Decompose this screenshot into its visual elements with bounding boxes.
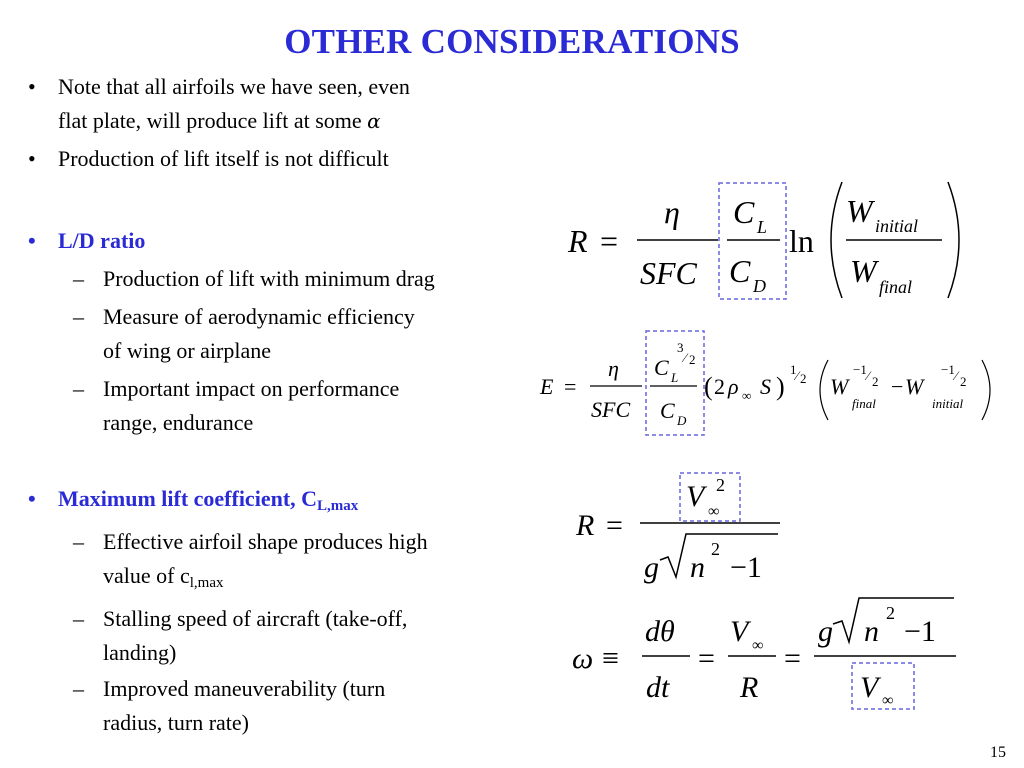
- ld-item-min-drag: – Production of lift with minimum drag: [73, 266, 435, 291]
- svg-text:=: =: [600, 223, 619, 259]
- svg-text:g: g: [818, 615, 833, 648]
- svg-text:C: C: [733, 194, 755, 230]
- svg-text:=: =: [698, 642, 715, 675]
- range-equation: [567, 182, 959, 299]
- svg-text:W: W: [830, 374, 849, 399]
- svg-text:3: 3: [677, 340, 684, 355]
- svg-text:⁄: ⁄: [796, 368, 799, 383]
- svg-text:D: D: [753, 276, 766, 296]
- bullet-max-lift-coefficient: • Maximum lift coefficient, $C_{L,max}$: [28, 482, 548, 523]
- turn-radius-equation: [575, 473, 780, 584]
- svg-text:W: W: [850, 253, 877, 289]
- svg-text:final: final: [852, 396, 876, 411]
- svg-text:dt: dt: [646, 671, 670, 704]
- svg-text:(: (: [704, 372, 713, 401]
- alpha-symbol: α: [367, 109, 381, 133]
- svg-text:=: =: [784, 642, 801, 675]
- svg-text:∞: ∞: [742, 388, 752, 403]
- svg-text:C: C: [729, 253, 751, 289]
- svg-text:⁄: ⁄: [955, 368, 958, 383]
- clmax-item-maneuverability: – Improved maneuverability (turn radius, turn rate): [73, 676, 386, 735]
- svg-text:R: R: [568, 223, 588, 259]
- svg-text:ln: ln: [789, 223, 814, 259]
- ld-item-efficiency: – Measure of aerodynamic efficiency of wing or airplane: [73, 304, 415, 363]
- svg-text:−1: −1: [730, 551, 762, 584]
- svg-text:initial: initial: [875, 216, 919, 236]
- svg-text:∞: ∞: [752, 637, 764, 654]
- svg-text:2: 2: [714, 374, 725, 399]
- svg-text:g: g: [644, 551, 659, 584]
- bullet-airfoils-line1: Note that all airfoils we have seen, even: [58, 74, 410, 99]
- svg-text:S: S: [760, 374, 771, 399]
- svg-text:η: η: [608, 356, 619, 381]
- svg-text:1: 1: [790, 362, 797, 377]
- svg-text:): ): [776, 372, 785, 401]
- svg-text:⁄: ⁄: [684, 350, 687, 365]
- bullet-ld-ratio: • L/D ratio: [28, 224, 548, 258]
- svg-text:∞: ∞: [882, 692, 894, 709]
- svg-text:final: final: [879, 277, 913, 297]
- svg-text:=: =: [564, 374, 577, 399]
- svg-text:dθ: dθ: [645, 615, 675, 648]
- svg-text:=: =: [606, 509, 623, 542]
- svg-text:⁄: ⁄: [867, 368, 870, 383]
- svg-text:≡: ≡: [602, 642, 619, 675]
- svg-text:η: η: [664, 194, 680, 230]
- svg-text:SFC: SFC: [591, 397, 631, 422]
- svg-text:ρ: ρ: [728, 374, 739, 399]
- svg-text:D: D: [677, 413, 687, 428]
- svg-text:ω: ω: [572, 642, 594, 675]
- svg-text:−1: −1: [853, 362, 867, 377]
- svg-text:2: 2: [800, 371, 807, 386]
- svg-text:2: 2: [716, 475, 725, 495]
- svg-text:∞: ∞: [708, 503, 720, 520]
- svg-text:C: C: [660, 398, 675, 423]
- svg-text:2: 2: [711, 539, 720, 559]
- svg-text:V: V: [860, 671, 879, 704]
- svg-text:−: −: [891, 374, 904, 399]
- svg-text:V: V: [686, 480, 705, 513]
- svg-text:−1: −1: [904, 615, 936, 648]
- svg-text:n: n: [690, 551, 705, 584]
- svg-text:E: E: [540, 374, 554, 399]
- svg-text:−1: −1: [941, 362, 955, 377]
- svg-text:V: V: [730, 615, 749, 648]
- svg-text:2: 2: [886, 603, 895, 623]
- svg-text:W: W: [846, 193, 873, 229]
- svg-text:2: 2: [960, 374, 967, 389]
- svg-text:R: R: [740, 671, 759, 704]
- svg-text:L: L: [671, 370, 679, 385]
- svg-text:R: R: [576, 509, 595, 542]
- svg-text:2: 2: [872, 374, 879, 389]
- ld-item-performance: – Important impact on performance range, endurance: [73, 376, 400, 435]
- bullet-airfoils-line2: flat plate, will produce lift at some: [58, 108, 362, 133]
- svg-text:C: C: [654, 355, 669, 380]
- clmax-item-airfoil-shape: – Effective airfoil shape produces high value of $c_{l,max}$: [73, 529, 428, 591]
- svg-text:initial: initial: [932, 396, 964, 411]
- bullet-lift-not-difficult: • Production of lift itself is not difficult: [28, 142, 548, 176]
- endurance-equation: [539, 331, 990, 435]
- svg-text:n: n: [864, 615, 879, 648]
- svg-text:2: 2: [689, 352, 696, 367]
- turn-rate-equation: [572, 598, 956, 709]
- svg-text:W: W: [905, 374, 924, 399]
- svg-text:SFC: SFC: [640, 255, 697, 291]
- svg-text:L: L: [757, 217, 768, 237]
- page-number: 15: [990, 744, 1006, 761]
- clmax-item-stalling-speed: – Stalling speed of aircraft (take-off, landing): [73, 606, 408, 665]
- slide-title: OTHER CONSIDERATIONS: [284, 22, 740, 61]
